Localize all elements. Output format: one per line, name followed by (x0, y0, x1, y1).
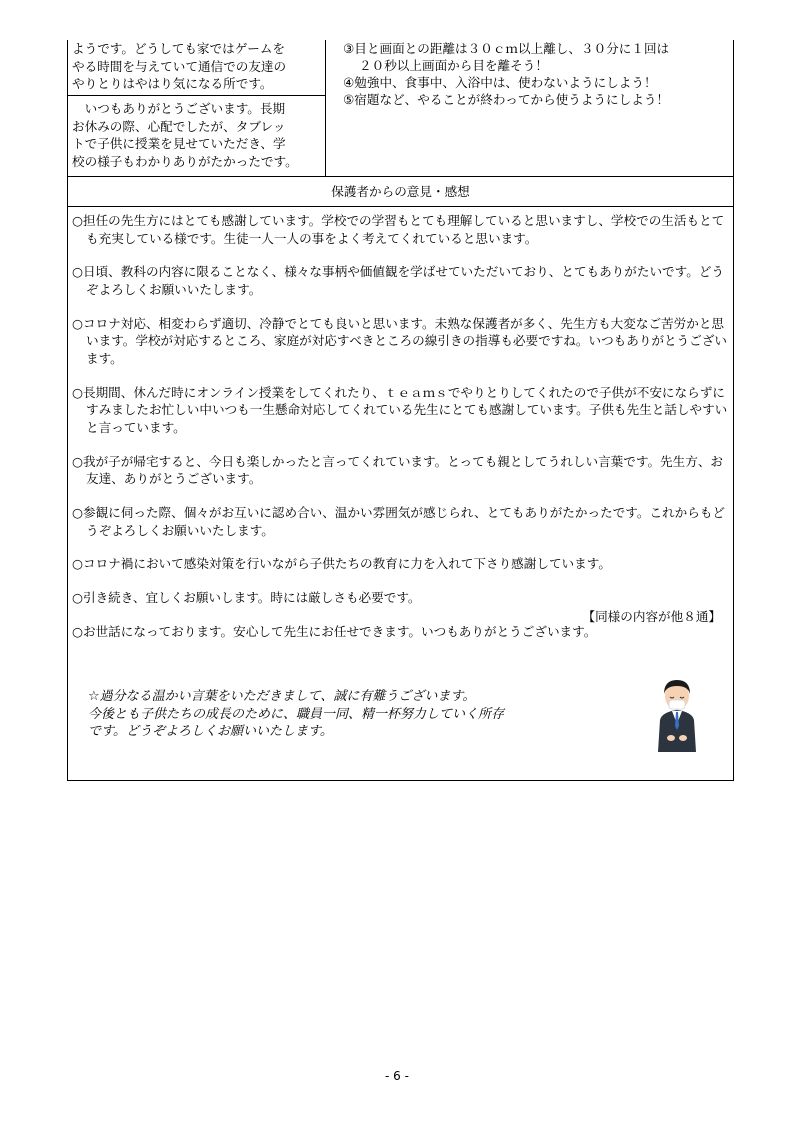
opinion-item: ○長期間、休んだ時にオンライン授業をしてくれたり、ｔｅａｍｓでやりとりしてくれたので子供が不安にならずにすみましたお忙しい中いつも一生懸命対応してくれている先生にとても感謝しています。子供も先生と話しやすいと言っています。 (72, 384, 728, 435)
document-frame (67, 40, 734, 781)
thanks-line: ☆過分なる温かい言葉をいただきまして、誠に有難うございます。 (88, 689, 476, 704)
page-number: - 6 - (385, 1069, 409, 1083)
opinions-list (72, 212, 732, 641)
opinion-item: ○参観に伺った際、個々がお互いに認め合い、温かい雰囲気が感じられ、とてもありがたかったです。これからもどうぞよろしくお願いいたします。 (72, 505, 726, 538)
opinion-item: ○コロナ禍において感染対策を行いながら子供たちの教育に力を入れて下さり感謝しています。 (72, 556, 611, 572)
rule-item: ⑤宿題など、やることが終わってから使うようにしよう！ (343, 92, 670, 107)
similar-count-note: 【同様の内容が他８通】 (582, 609, 721, 624)
thanks-line: 今後とも子供たちの成長のために、職員一同、精一杯努力していく所存 (88, 706, 505, 722)
comment-line: やりとりはやはり気になる所です。 (72, 76, 273, 92)
rule-item-continued: ２０秒以上画面から目を離そう！ (359, 58, 548, 73)
thanks-line: です。どうぞよろしくお願いいたします。 (88, 724, 333, 740)
opinion-item: ○コロナ対応、相変わらず適切、冷静でとても良いと思います。未熟な保護者が多く、先生方も大変なご苦労かと思います。学校が対応するところ、家庭が対応すべきところの線引きの指導も必要ですね。いつもありがとうございます。 (72, 315, 728, 366)
rule-item: ③目と画面との距離は３０ｃｍ以上離し、３０分に１回は (343, 41, 670, 56)
top-left-column (68, 40, 326, 176)
bowing-teacher-icon (652, 674, 702, 754)
thanks-message (88, 688, 628, 741)
opinion-item: ○お世話になっております。安心して先生にお任せできます。いつもありがとうございます。 (72, 624, 597, 639)
comment-cell-b (68, 96, 325, 176)
opinion-item: ○引き続き、宜しくお願いします。時には厳しさも必要です。 (72, 590, 421, 606)
comment-line: 校の様子もわかりありがたかったです。 (72, 153, 298, 169)
rules-list (326, 40, 733, 176)
opinion-item: ○日頃、教科の内容に限ることなく、様々な事柄や価値観を学ばせていただいており、とてもありがたいです。どうぞよろしくお願いいたします。 (72, 264, 725, 297)
comment-line: トで子供に授業を見せていただき、学 (72, 136, 286, 152)
opinion-item: ○我が子が帰宅すると、今日も楽しかったと言ってくれています。とっても親としてうれしい言葉です。先生方、お友達、ありがとうございます。 (72, 453, 724, 487)
comment-line: お休みの際、心配でしたが、タブレッ (72, 118, 286, 134)
rule-item: ④勉強中、食事中、入浴中は、使わないようにしよう！ (343, 75, 657, 90)
comment-cell-a (68, 40, 325, 96)
comment-line: いつもありがとうございます。長期 (72, 101, 286, 116)
section-heading: 保護者からの意見・感想 (68, 176, 733, 207)
comment-line: ようです。どうしても家ではゲームを (72, 41, 286, 56)
comment-line: やる時間を与えていて通信での友達の (72, 58, 287, 74)
opinion-item: ○担任の先生方にはとても感謝しています。学校での学習もとても理解していると思いますし、学校での生活もとても充実している様です。生徒一人一人の事をよく考えてくれていると思います。 (72, 213, 725, 246)
